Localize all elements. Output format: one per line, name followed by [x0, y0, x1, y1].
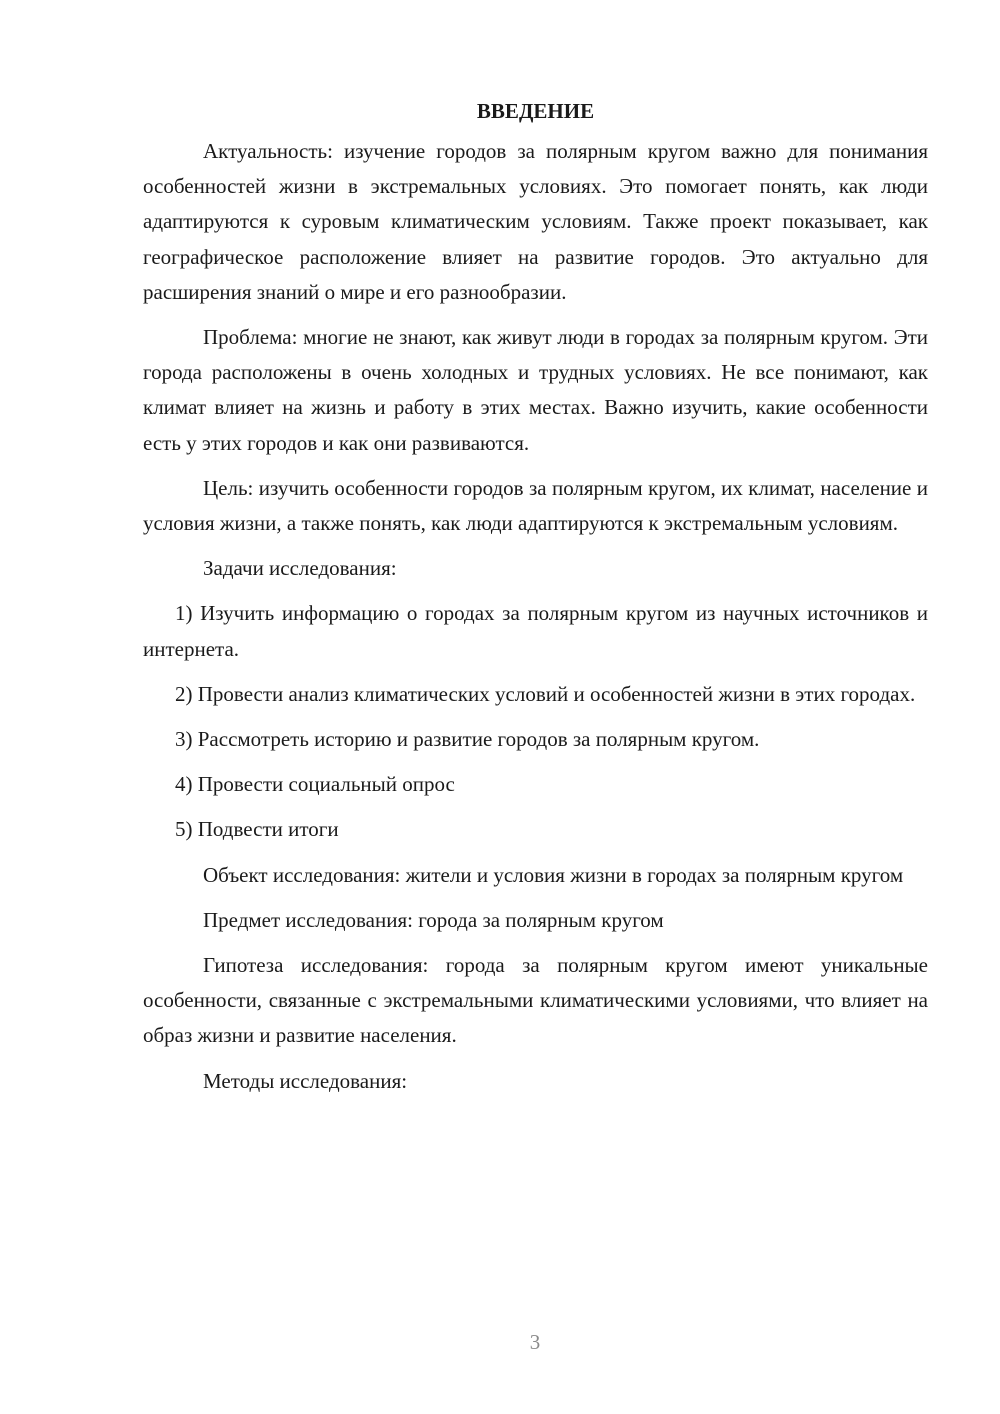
task-item-1: 1) Изучить информацию о городах за полярным кругом из научных источников и интернета.	[143, 601, 928, 661]
page-number: 3	[529, 1330, 541, 1354]
problem-paragraph: Проблема: многие не знают, как живут люди в городах за полярным кругом. Эти города расположены в очень холодных и трудных условиях. Не все понимают, как климат влияет на жизнь и работу в этих местах. Важно изучить, какие особенности есть у этих городов и как они развиваются.	[143, 325, 928, 455]
page-title: ВВЕДЕНИЕ	[476, 99, 595, 123]
task-item-4: 4) Провести социальный опрос	[175, 772, 455, 797]
task-item-2: 2) Провести анализ климатических условий и особенностей жизни в этих городах.	[175, 681, 916, 706]
relevance-paragraph: Актуальность: изучение городов за полярным кругом важно для понимания особенностей жизни в экстремальных условиях. Это помогает понять, как люди адаптируются к суровым климатическим условиям. Также проект показывает, как географическое расположение влияет на развитие городов. Это актуально для расширения знаний о мире и его разнообразии.	[143, 139, 928, 304]
methods-heading: Методы исследования:	[203, 1068, 408, 1093]
task-item-3: 3) Рассмотреть историю и развитие городов за полярным кругом.	[175, 727, 760, 752]
tasks-heading: Задачи исследования:	[203, 556, 397, 581]
page-content	[143, 96, 928, 1109]
task-item-5: 5) Подвести итоги	[175, 817, 339, 842]
subject-paragraph: Предмет исследования: города за полярным кругом	[203, 907, 664, 932]
hypothesis-paragraph: Гипотеза исследования: города за полярным кругом имеют уникальные особенности, связанные с экстремальными климатическими условиями, что влияет на образ жизни и развитие населения.	[143, 953, 928, 1048]
object-paragraph: Объект исследования: жители и условия жизни в городах за полярным кругом	[203, 862, 904, 887]
goal-paragraph: Цель: изучить особенности городов за полярным кругом, их климат, население и условия жизни, а также понять, как люди адаптируются к экстремальным условиям.	[143, 475, 928, 536]
